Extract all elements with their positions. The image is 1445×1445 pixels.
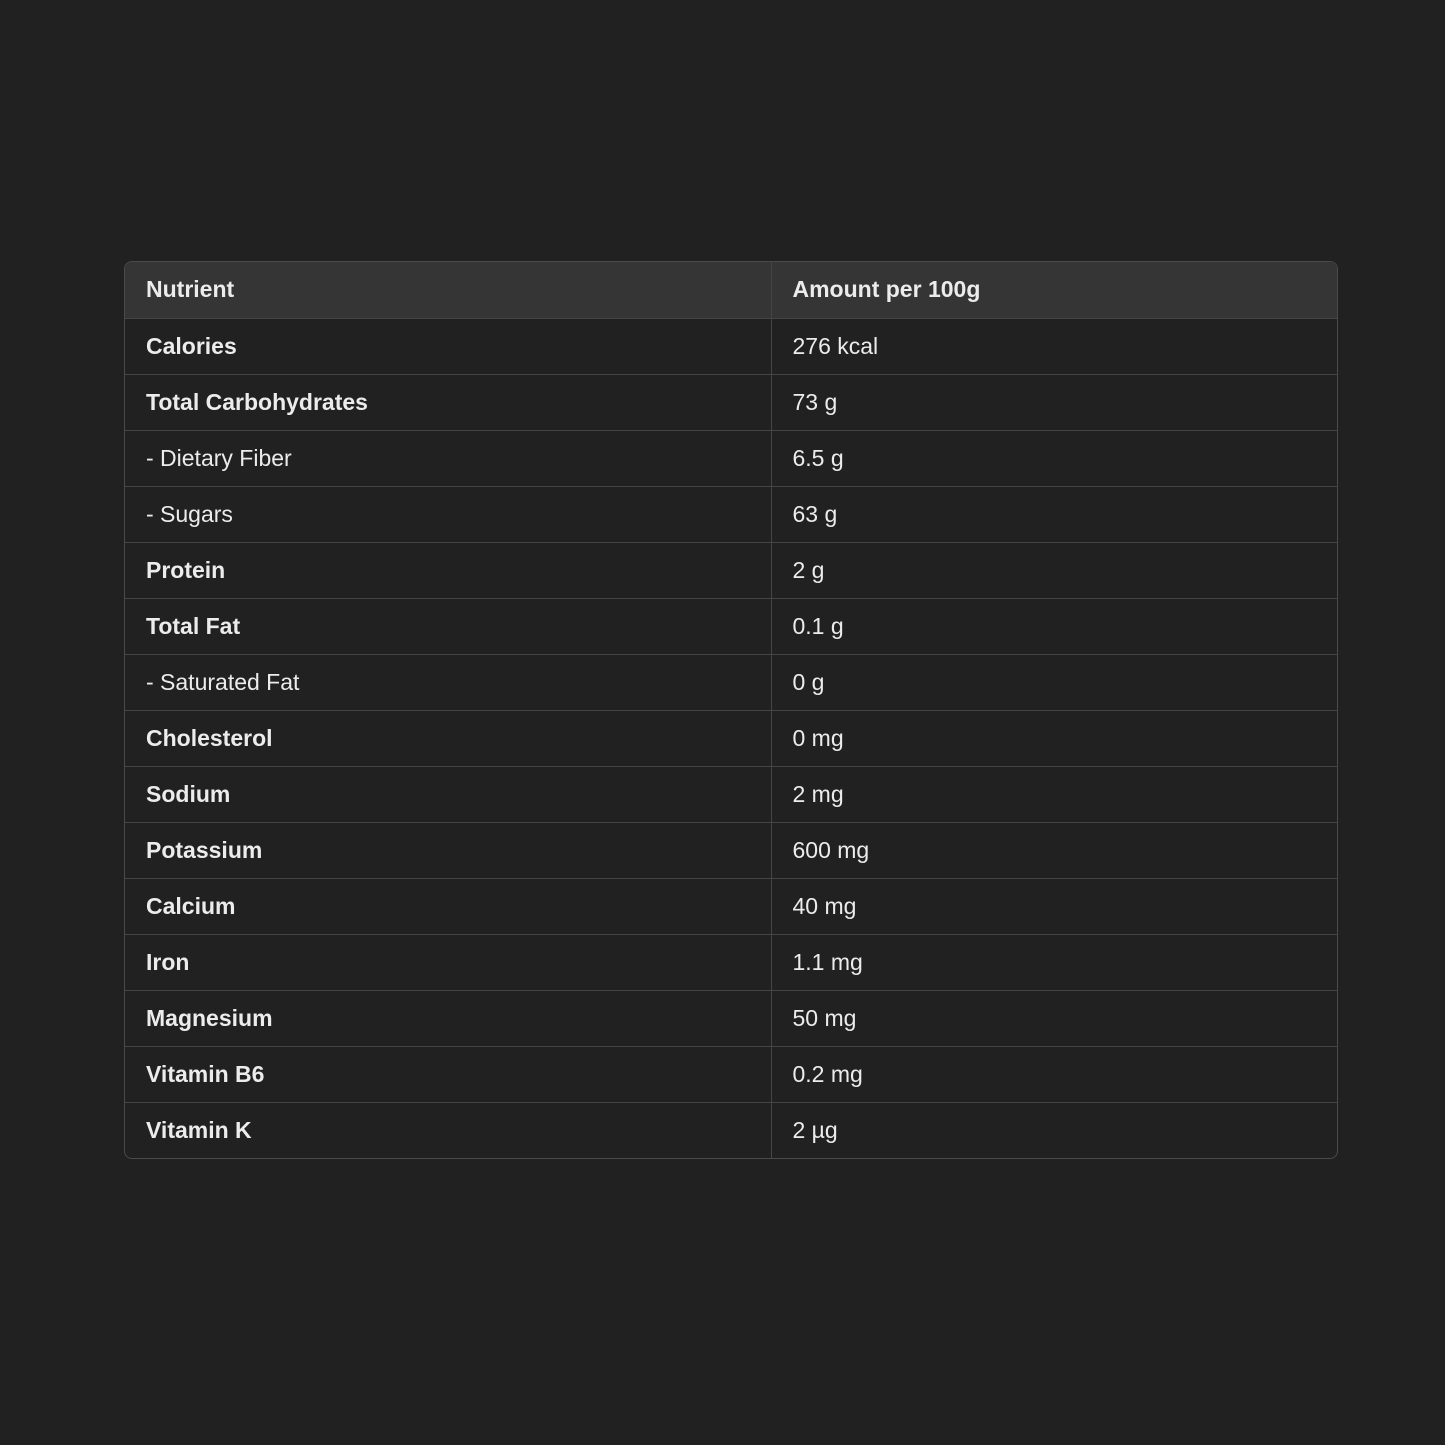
nutrient-amount: 1.1 mg [771,934,1337,990]
table-row [125,990,1337,1046]
nutrient-name: Total Carbohydrates [125,374,771,430]
table-row [125,934,1337,990]
table-row [125,766,1337,822]
nutrient-amount: 2 mg [771,766,1337,822]
nutrient-amount: 73 g [771,374,1337,430]
nutrition-table [125,262,1337,1158]
table-row [125,318,1337,374]
nutrient-amount: 2 g [771,542,1337,598]
table-row [125,542,1337,598]
table-row [125,822,1337,878]
table-row [125,710,1337,766]
nutrient-amount: 276 kcal [771,318,1337,374]
nutrient-name: Calories [125,318,771,374]
nutrient-name: Magnesium [125,990,771,1046]
column-header-amount: Amount per 100g [771,262,1337,318]
nutrient-name: - Dietary Fiber [125,430,771,486]
nutrient-amount: 600 mg [771,822,1337,878]
table-row [125,486,1337,542]
table-row [125,654,1337,710]
nutrient-name: Vitamin K [125,1102,771,1158]
table-row [125,1046,1337,1102]
nutrient-amount: 0 mg [771,710,1337,766]
nutrient-name: Potassium [125,822,771,878]
nutrient-name: Total Fat [125,598,771,654]
nutrient-amount: 0.1 g [771,598,1337,654]
nutrient-amount: 50 mg [771,990,1337,1046]
table-row [125,374,1337,430]
table-row [125,878,1337,934]
nutrient-name: Vitamin B6 [125,1046,771,1102]
nutrient-name: - Sugars [125,486,771,542]
nutrient-name: Sodium [125,766,771,822]
column-header-nutrient: Nutrient [125,262,771,318]
nutrient-amount: 2 µg [792,1116,838,1143]
nutrient-amount: 6.5 g [771,430,1337,486]
table-body [125,318,1337,1158]
nutrient-amount: 63 g [771,486,1337,542]
nutrient-name: Cholesterol [125,710,771,766]
nutrient-name: Iron [125,934,771,990]
nutrient-name: Protein [125,542,771,598]
nutrient-name: - Saturated Fat [125,654,771,710]
table-header-row [125,262,1337,318]
table-row [125,1102,1337,1158]
table-row [125,430,1337,486]
nutrient-amount: 0 g [771,654,1337,710]
nutrition-table-container [124,261,1338,1159]
nutrient-amount: 0.2 mg [771,1046,1337,1102]
nutrient-name: Calcium [125,878,771,934]
nutrient-amount: 40 mg [771,878,1337,934]
table-row [125,598,1337,654]
